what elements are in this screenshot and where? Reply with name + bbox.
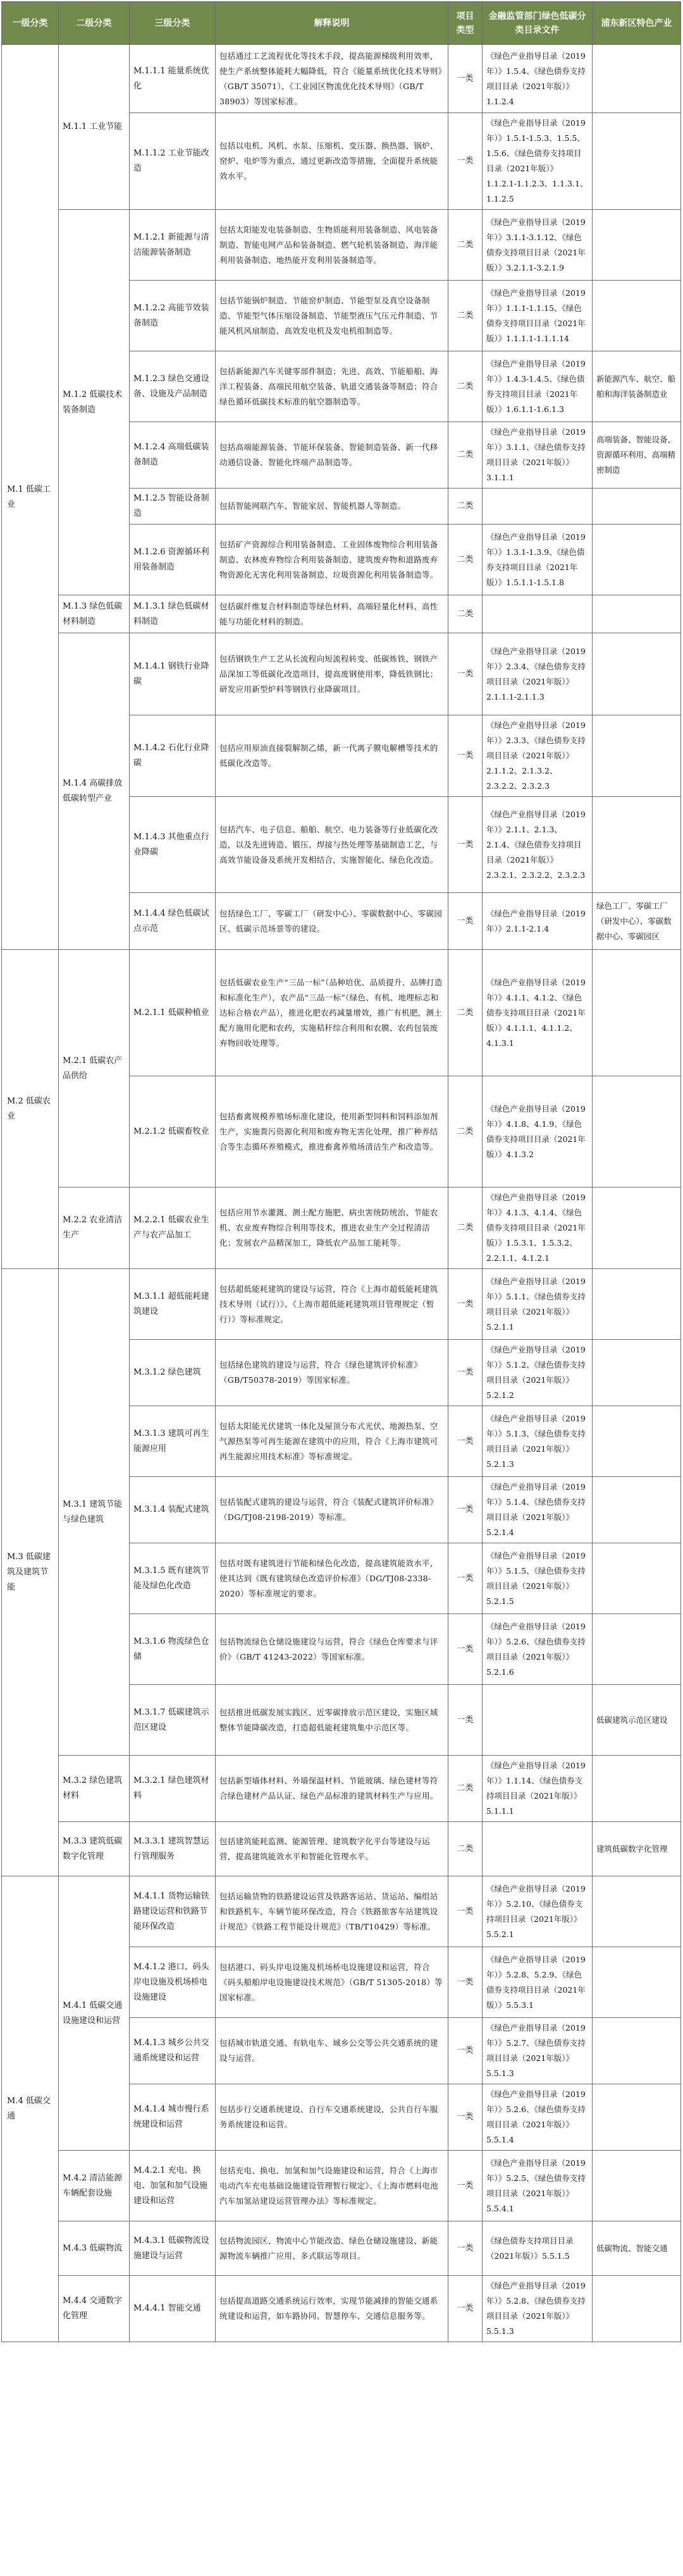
project-type-cell: 一类 bbox=[448, 633, 483, 715]
description-cell: 包括低碳农业生产“三品一标”（品种培优、品质提升、品牌打造和标准化生产），农产品“三品一标”（绿色、有机、地理标志和达标合格农产品），推进化肥农药减量增效，推广有机肥，测土配方施用化肥和农药，实施秸秆综合利用和农膜、农药包装废弃物回收处理等。 bbox=[216, 950, 448, 1076]
table-row bbox=[2, 633, 681, 715]
header-level2: 二级分类 bbox=[59, 2, 130, 45]
header-pudong-feature: 浦东新区特色产业 bbox=[593, 2, 681, 45]
table-row bbox=[2, 45, 681, 113]
feature-cell bbox=[593, 1477, 681, 1543]
level2-category: M.4.4 交通数字化管理 bbox=[59, 2276, 130, 2342]
level3-category: M.1.2.6 资源循环利用装备制造 bbox=[130, 525, 216, 595]
description-cell: 包括智能网联汽车、智能家居、智能机器人等制造。 bbox=[216, 489, 448, 525]
description-cell: 包括物流绿色仓储设施建设与运营，符合《绿色仓库要求与评价》（GB/T 41243-2022）等国家标准。 bbox=[216, 1614, 448, 1685]
catalog-cell bbox=[483, 595, 593, 633]
feature-cell: 高端装备、智能设备、资源循环利用、高端精密制造 bbox=[593, 422, 681, 489]
level3-category: M.4.1.4 城市慢行系统建设和运营 bbox=[130, 2084, 216, 2151]
project-type-cell: 一类 bbox=[448, 2151, 483, 2221]
catalog-cell: 《绿色产业指导目录（2019年）》5.2.10、《绿色债券支持项目目录（2021年版）》5.5.2.1 bbox=[483, 1876, 593, 1947]
header-level1: 一级分类 bbox=[2, 2, 59, 45]
catalog-cell: 《绿色产业指导目录（2019年）》1.1.1-1.1.15、《绿色债券支持项目目录（2021年版）》1.1.1.1-1.1.1.14 bbox=[483, 281, 593, 351]
description-cell: 包括新能源汽车关键零部件制造；先进、高效、节能船舶、海洋工程装备、高端民用航空装备、轨道交通装备等制造；符合绿色循环低碳技术标准的航空器制造等。 bbox=[216, 351, 448, 422]
level3-category: M.1.4.2 石化行业降碳 bbox=[130, 715, 216, 797]
feature-cell bbox=[593, 1188, 681, 1269]
description-cell: 包括建筑能耗监测、能源管理、建筑数字化平台等建设与运营，提高建筑能效水平和智能化管理水平。 bbox=[216, 1822, 448, 1876]
description-cell: 包括运输货物的铁路建设运营及铁路客运站、货运站、编组站和铁路机车、车辆节能环保改造，符合《铁路旅客车站建筑设计规范》《铁路工程节能设计规范》（TB/T10429）等标准。 bbox=[216, 1876, 448, 1947]
catalog-cell: 《绿色产业指导目录（2019年）》5.2.6、《绿色债券支持项目目录（2021年版）》5.2.1.6 bbox=[483, 1614, 593, 1685]
description-cell: 包括碳纤维复合材料制造等绿色材料、高端轻量化材料、高性能与功能化材料的制造。 bbox=[216, 595, 448, 633]
description-cell: 包括钢铁生产工艺从长流程向短流程转变、低碳炼铁、钢铁产品深加工等低碳化改造项目，提高废钢使用率，降低铁钢比；研发应用新型炉料等钢铁行业降碳项目。 bbox=[216, 633, 448, 715]
project-type-cell: 一类 bbox=[448, 1876, 483, 1947]
level2-category: M.1.3 绿色低碳材料制造 bbox=[59, 595, 130, 633]
project-type-cell: 二类 bbox=[448, 281, 483, 351]
header-catalog-file: 金融监管部门绿色低碳分类目录文件 bbox=[483, 2, 593, 45]
level3-category: M.3.1.6 物流绿色仓储 bbox=[130, 1614, 216, 1685]
project-type-cell: 二类 bbox=[448, 950, 483, 1076]
table-row bbox=[2, 1269, 681, 1340]
catalog-cell: 《绿色产业指导目录（2019年）》4.1.1、4.1.2、《绿色债券支持项目目录（2021年版）》4.1.1.1、4.1.1.2、4.1.3.1 bbox=[483, 950, 593, 1076]
catalog-cell: 《绿色产业指导目录（2019年）》1.3.1-1.3.9、《绿色债券支持项目目录（2021年版）》1.5.1.1-1.5.1.8 bbox=[483, 525, 593, 595]
project-type-cell: 一类 bbox=[448, 715, 483, 797]
feature-cell: 绿色工厂、零碳工厂（研发中心）、零碳数据中心、零碳园区 bbox=[593, 893, 681, 950]
level2-category: M.4.3 低碳物流 bbox=[59, 2221, 130, 2276]
feature-cell: 低碳物流、智能交通 bbox=[593, 2221, 681, 2276]
project-type-cell: 二类 bbox=[448, 489, 483, 525]
description-cell: 包括畜禽规模养殖场标准化建设，使用新型饲料和饲料添加剂生产，实施粪污资源化利用和废弃物无害化处理，推广种养结合等生态循环养殖模式，推进畜禽养殖场清洁生产和改造等。 bbox=[216, 1076, 448, 1188]
feature-cell bbox=[593, 525, 681, 595]
feature-cell bbox=[593, 1947, 681, 2018]
level3-category: M.2.2.1 低碳农业生产与农产品加工 bbox=[130, 1188, 216, 1269]
project-type-cell: 二类 bbox=[448, 1076, 483, 1188]
catalog-cell bbox=[483, 1822, 593, 1876]
project-type-cell: 一类 bbox=[448, 2221, 483, 2276]
level2-category: M.1.2 低碳技术装备制造 bbox=[59, 210, 130, 595]
catalog-cell: 《绿色产业指导目录（2019年）》5.2.6、《绿色债券支持项目目录（2021年版）》5.5.1.4 bbox=[483, 2084, 593, 2151]
description-cell: 包括充电、换电、加氢和加气设施建设和运营，符合《上海市电动汽车充电基础设施建设管理暂行规定》、《上海市燃料电池汽车加氢站建设运营管理办法》等标准规定。 bbox=[216, 2151, 448, 2221]
catalog-cell bbox=[483, 489, 593, 525]
project-type-cell: 一类 bbox=[448, 113, 483, 210]
description-cell: 包括城市轨道交通、有轨电车、城乡公交等公共交通系统的建设与运营。 bbox=[216, 2018, 448, 2084]
project-type-cell: 一类 bbox=[448, 1947, 483, 2018]
description-cell: 包括绿色工厂、零碳工厂（研发中心）、零碳数据中心、零碳园区、低碳示范场景等的建设。 bbox=[216, 893, 448, 950]
description-cell: 包括通过工艺流程优化等技术手段，提高能源梯级利用效率，使生产系统整体能耗大幅降低，符合《能量系统优化技术导则》（GB/T 35071）、《工业园区物流优化技术导则》（GB/T 38903）等国家标准。 bbox=[216, 45, 448, 113]
feature-cell bbox=[593, 113, 681, 210]
level3-category: M.4.2.1 充电、换电、加氢和加气设施建设和运营 bbox=[130, 2151, 216, 2221]
project-type-cell: 一类 bbox=[448, 1614, 483, 1685]
project-type-cell: 一类 bbox=[448, 2276, 483, 2342]
project-type-cell: 二类 bbox=[448, 210, 483, 281]
level3-category: M.4.4.1 智能交通 bbox=[130, 2276, 216, 2342]
catalog-cell: 《绿色产业指导目录（2019年）》5.2.5、《绿色债券支持项目目录（2021年版）》5.5.4.1 bbox=[483, 2151, 593, 2221]
project-type-cell: 一类 bbox=[448, 2084, 483, 2151]
level2-category: M.3.3 建筑低碳数字化管理 bbox=[59, 1822, 130, 1876]
description-cell: 包括装配式建筑的建设与运营，符合《装配式建筑评价标准》（DG/TJ08-2198-2019）等标准。 bbox=[216, 1477, 448, 1543]
project-type-cell: 一类 bbox=[448, 2018, 483, 2084]
project-type-cell: 一类 bbox=[448, 1685, 483, 1756]
level3-category: M.4.3.1 低碳物流设施建设与运营 bbox=[130, 2221, 216, 2276]
feature-cell bbox=[593, 1876, 681, 1947]
table-row bbox=[2, 2151, 681, 2221]
level3-category: M.1.4.1 钢铁行业降碳 bbox=[130, 633, 216, 715]
description-cell: 包括节能锅炉制造、节能窑炉制造、节能型泵及真空设备制造、节能型气体压缩设备制造、节能型液压气压元件制造、节能风机风扇制造、高效发电机及发电机组制造等。 bbox=[216, 281, 448, 351]
catalog-cell: 《绿色产业指导目录（2019年）》1.5.1-1.5.3、1.5.5、1.5.6、《绿色债券支持项目目录（2021年版）》1.1.2.1-1.1.2.3、1.1.3.1、1.1.2.5 bbox=[483, 113, 593, 210]
project-type-cell: 二类 bbox=[448, 595, 483, 633]
level3-category: M.3.1.1 超低能耗建筑建设 bbox=[130, 1269, 216, 1340]
feature-cell bbox=[593, 1406, 681, 1477]
level3-category: M.4.1.3 城乡公共交通系统建设和运营 bbox=[130, 2018, 216, 2084]
table-row bbox=[2, 595, 681, 633]
level3-category: M.1.3.1 绿色低碳材料制造 bbox=[130, 595, 216, 633]
feature-cell bbox=[593, 1614, 681, 1685]
level3-category: M.3.1.2 绿色建筑 bbox=[130, 1340, 216, 1406]
level3-category: M.4.1.1 货物运输铁路建设运营和铁路节能环保改造 bbox=[130, 1876, 216, 1947]
project-type-cell: 一类 bbox=[448, 1269, 483, 1340]
level3-category: M.1.4.4 绿色低碳试点示范 bbox=[130, 893, 216, 950]
level1-category: M.1 低碳工业 bbox=[2, 45, 59, 950]
project-type-cell: 一类 bbox=[448, 1543, 483, 1614]
table-header-row bbox=[2, 2, 681, 45]
level3-category: M.1.2.2 高能节效装备制造 bbox=[130, 281, 216, 351]
project-type-cell: 二类 bbox=[448, 351, 483, 422]
description-cell: 包括高端能源装备、节能环保装备、智能制造装备、新一代移动通信设备、智能化终端产品制造等。 bbox=[216, 422, 448, 489]
feature-cell bbox=[593, 595, 681, 633]
table-row bbox=[2, 1756, 681, 1822]
catalog-cell: 《绿色债券支持项目目录（2021年版）》5.5.1.5 bbox=[483, 2221, 593, 2276]
description-cell: 包括汽车、电子信息、船舶、航空、电力装备等行业低碳化改造，以及先进铸造、锻压、焊接与热处理等基础制造工艺，与高效节能设备及系统开发相结合，实施智能化、绿色化改造。 bbox=[216, 797, 448, 893]
level1-category: M.3 低碳建筑及建筑节能 bbox=[2, 1269, 59, 1876]
level3-category: M.1.4.3 其他重点行业降碳 bbox=[130, 797, 216, 893]
table-row bbox=[2, 950, 681, 1076]
catalog-cell bbox=[483, 1685, 593, 1756]
description-cell: 包括步行交通系统建设、自行车交通系统建设，公共自行车服务系统建设和运营。 bbox=[216, 2084, 448, 2151]
project-type-cell: 一类 bbox=[448, 1477, 483, 1543]
level2-category: M.3.1 建筑节能与绿色建筑 bbox=[59, 1269, 130, 1756]
header-description: 解释说明 bbox=[216, 2, 448, 45]
table-row bbox=[2, 210, 681, 281]
description-cell: 包括物流园区、物流中心节能改造、绿色仓储设施建设、新能源物流车辆推广应用、多式联运等项目。 bbox=[216, 2221, 448, 2276]
catalog-cell: 《绿色产业指导目录（2019年）》5.1.4、《绿色债券支持项目目录（2021年版）》5.2.1.4 bbox=[483, 1477, 593, 1543]
project-type-cell: 一类 bbox=[448, 1406, 483, 1477]
level2-category: M.3.2 绿色建筑材料 bbox=[59, 1756, 130, 1822]
catalog-cell: 《绿色产业指导目录（2019年）》1.4.3-1.4.5、《绿色债券支持项目目录（2021年版）》1.6.1.1-1.6.1.3 bbox=[483, 351, 593, 422]
feature-cell bbox=[593, 1269, 681, 1340]
level3-category: M.1.1.2 工业节能改造 bbox=[130, 113, 216, 210]
level2-category: M.2.1 低碳农产品供给 bbox=[59, 950, 130, 1188]
catalog-cell: 《绿色产业指导目录（2019年）》5.1.3、《绿色债券支持项目目录（2021年版）》5.2.1.3 bbox=[483, 1406, 593, 1477]
project-type-cell: 二类 bbox=[448, 422, 483, 489]
catalog-cell: 《绿色产业指导目录（2019年）》5.1.2、《绿色债券支持项目目录（2021年版）》5.2.1.2 bbox=[483, 1340, 593, 1406]
description-cell: 包括超低能耗建筑的建设与运营，符合《上海市超低能耗建筑技术导则（试行）》、《上海市超低能耗建筑项目管理规定（暂行）》等标准规定。 bbox=[216, 1269, 448, 1340]
catalog-cell: 《绿色产业指导目录（2019年）》5.1.5、《绿色债券支持项目目录（2021年版）》5.2.1.5 bbox=[483, 1543, 593, 1614]
description-cell: 包括提高道路交通系统运行效率，实现节能减排的智能交通系统建设和运营，如车路协同、智慧停车、交通信息服务等。 bbox=[216, 2276, 448, 2342]
catalog-cell: 《绿色产业指导目录（2019年）》5.2.8、《绿色债券支持项目目录（2021年版）》5.5.1.3 bbox=[483, 2276, 593, 2342]
feature-cell bbox=[593, 1076, 681, 1188]
level2-category: M.2.2 农业清洁生产 bbox=[59, 1188, 130, 1269]
feature-cell bbox=[593, 281, 681, 351]
description-cell: 包括以电机、风机、水泵、压缩机、变压器、换热器、锅炉、窑炉、电炉等为重点，通过更新改造等措施，全面提升系统能效水平。 bbox=[216, 113, 448, 210]
level3-category: M.3.3.1 建筑智慧运行管理服务 bbox=[130, 1822, 216, 1876]
description-cell: 包括太阳能发电装备制造、生物质能利用装备制造、风电装备制造、智能电网产品和装备制造、燃气轮机装备制造、海洋能利用装备制造、地热能开发利用装备制造等。 bbox=[216, 210, 448, 281]
feature-cell bbox=[593, 45, 681, 113]
level2-category: M.1.4 高碳排放低碳转型产业 bbox=[59, 633, 130, 950]
level3-category: M.4.1.2 港口、码头岸电设施及机场桥电设施建设 bbox=[130, 1947, 216, 2018]
catalog-cell: 《绿色产业指导目录（2019年）》2.3.4、《绿色债券支持项目目录（2021年版）》2.1.1.1-2.1.1.3 bbox=[483, 633, 593, 715]
table-row bbox=[2, 1876, 681, 1947]
description-cell: 包括矿产资源综合利用装备制造、工业固体废物综合利用装备制造、农林废弃物综合利用装备制造、建筑废弃物和道路废弃物资源化无害化利用装备制造、垃圾资源化利用装备制造等。 bbox=[216, 525, 448, 595]
header-level3: 三级分类 bbox=[130, 2, 216, 45]
description-cell: 包括推进低碳发展实践区、近零碳排放示范区建设，实施区域整体节能降碳改造，打造超低能耗建筑集中示范区等。 bbox=[216, 1685, 448, 1756]
description-cell: 包括新型墙体材料、外墙保温材料、节能玻璃、绿色建材等符合绿色建材产品认证、绿色产品标准的建筑材料生产与应用。 bbox=[216, 1756, 448, 1822]
header-project-type: 项目类型 bbox=[448, 2, 483, 45]
catalog-cell: 《绿色产业指导目录（2019年）》3.1.1-3.1.12、《绿色债券支持项目目录（2021年版）》3.2.1.1-3.2.1.9 bbox=[483, 210, 593, 281]
table-row bbox=[2, 1822, 681, 1876]
level3-category: M.1.1.1 能量系统优化 bbox=[130, 45, 216, 113]
feature-cell bbox=[593, 2151, 681, 2221]
level3-category: M.3.1.4 装配式建筑 bbox=[130, 1477, 216, 1543]
description-cell: 包括应用原油直接裂解制乙烯，新一代离子膜电解槽等技术的低碳化改造等。 bbox=[216, 715, 448, 797]
catalog-cell: 《绿色产业指导目录（2019年）》3.1.1、《绿色债券支持项目目录（2021年版）》3.1.1.1 bbox=[483, 422, 593, 489]
feature-cell bbox=[593, 950, 681, 1076]
level3-category: M.1.2.3 绿色交通设备、设施及产品制造 bbox=[130, 351, 216, 422]
feature-cell bbox=[593, 633, 681, 715]
level3-category: M.2.1.2 低碳畜牧业 bbox=[130, 1076, 216, 1188]
project-type-cell: 二类 bbox=[448, 1756, 483, 1822]
catalog-cell: 《绿色产业指导目录（2019年）》4.1.3、4.1.4、《绿色债券支持项目目录（2021年版）》1.5.3.1、1.5.3.2、2.2.1.1、4.1.2.1 bbox=[483, 1188, 593, 1269]
catalog-cell: 《绿色产业指导目录（2019年）》1.5.4、《绿色债券支持项目目录（2021年版）》1.1.2.4 bbox=[483, 45, 593, 113]
feature-cell bbox=[593, 489, 681, 525]
description-cell: 包括绿色建筑的建设与运营，符合《绿色建筑评价标准》（GB/T50378-2019）等国家标准。 bbox=[216, 1340, 448, 1406]
classification-table bbox=[1, 1, 681, 2342]
project-type-cell: 一类 bbox=[448, 893, 483, 950]
level3-category: M.3.1.7 低碳建筑示范区建设 bbox=[130, 1685, 216, 1756]
level3-category: M.1.2.1 新能源与清洁能源装备制造 bbox=[130, 210, 216, 281]
catalog-cell: 《绿色产业指导目录（2019年）》4.1.8、4.1.9、《绿色债券支持项目目录（2021年版）》4.1.3.2 bbox=[483, 1076, 593, 1188]
catalog-cell: 《绿色产业指导目录（2019年）》5.2.7、《绿色债券支持项目目录（2021年版）》5.5.1.3 bbox=[483, 2018, 593, 2084]
feature-cell bbox=[593, 1543, 681, 1614]
description-cell: 包括港口、码头岸电设施及机场桥电设施建设和运营，符合《码头船舶岸电设施建设技术规范》（GB/T 51305-2018）等国家标准。 bbox=[216, 1947, 448, 2018]
feature-cell: 新能源汽车、航空、船舶和海洋装备制造业 bbox=[593, 351, 681, 422]
table-row bbox=[2, 2221, 681, 2276]
catalog-cell: 《绿色产业指导目录（2019年）》5.2.8、5.2.9、《绿色债券支持项目目录（2021年版）》5.5.3.1 bbox=[483, 1947, 593, 2018]
project-type-cell: 一类 bbox=[448, 45, 483, 113]
description-cell: 包括太阳能光伏建筑一体化及屋顶分布式光伏、地源热泵、空气源热泵等可再生能源在建筑中的应用，符合《上海市建筑可再生能源应用技术标准》等标准规定。 bbox=[216, 1406, 448, 1477]
level2-category: M.4.1 低碳交通设施建设和运营 bbox=[59, 1876, 130, 2151]
project-type-cell: 一类 bbox=[448, 1340, 483, 1406]
project-type-cell: 一类 bbox=[448, 797, 483, 893]
table-row bbox=[2, 2276, 681, 2342]
catalog-cell: 《绿色产业指导目录（2019年）》5.1.1、《绿色债券支持项目目录（2021年版）》5.2.1.1 bbox=[483, 1269, 593, 1340]
description-cell: 包括应用节水灌溉、测土配方施肥、病虫害统防统治、节能农机、农业废弃物综合利用等技术，推进农业生产全过程清洁化；发展农产品精深加工，降低农产品加工能耗等。 bbox=[216, 1188, 448, 1269]
level3-category: M.2.1.1 低碳种植业 bbox=[130, 950, 216, 1076]
level2-category: M.4.2 清洁能源车辆配套设施 bbox=[59, 2151, 130, 2221]
catalog-cell: 《绿色产业指导目录（2019年）》2.1.1-2.1.4 bbox=[483, 893, 593, 950]
level3-category: M.3.1.3 建筑可再生能源应用 bbox=[130, 1406, 216, 1477]
feature-cell bbox=[593, 2276, 681, 2342]
level2-category: M.1.1 工业节能 bbox=[59, 45, 130, 210]
project-type-cell: 二类 bbox=[448, 1188, 483, 1269]
level3-category: M.1.2.4 高端低碳装备制造 bbox=[130, 422, 216, 489]
feature-cell bbox=[593, 2018, 681, 2084]
feature-cell bbox=[593, 2084, 681, 2151]
level3-category: M.3.1.5 既有建筑节能及绿色化改造 bbox=[130, 1543, 216, 1614]
level1-category: M.4 低碳交通 bbox=[2, 1876, 59, 2342]
feature-cell bbox=[593, 1340, 681, 1406]
feature-cell bbox=[593, 797, 681, 893]
feature-cell bbox=[593, 715, 681, 797]
level1-category: M.2 低碳农业 bbox=[2, 950, 59, 1269]
project-type-cell: 二类 bbox=[448, 525, 483, 595]
catalog-cell: 《绿色产业指导目录（2019年）》2.1.1、2.1.3、2.1.4、《绿色债券支持项目目录（2021年版）》2.3.2.1、2.3.2.2、2.3.2.3 bbox=[483, 797, 593, 893]
feature-cell bbox=[593, 210, 681, 281]
table-row bbox=[2, 1188, 681, 1269]
feature-cell: 建筑低碳数字化管理 bbox=[593, 1822, 681, 1876]
level3-category: M.1.2.5 智能设备制造 bbox=[130, 489, 216, 525]
catalog-cell: 《绿色产业指导目录（2019年）》1.1.14、《绿色债券支持项目目录（2021年版）》5.1.1.1 bbox=[483, 1756, 593, 1822]
level3-category: M.3.2.1 绿色建筑材料 bbox=[130, 1756, 216, 1822]
feature-cell: 低碳建筑示范区建设 bbox=[593, 1685, 681, 1756]
description-cell: 包括对既有建筑进行节能和绿色化改造，提高建筑能效水平，使其达到《既有建筑绿色改造评价标准》（DG/TJ08-2338-2020）等标准规定的要求。 bbox=[216, 1543, 448, 1614]
catalog-cell: 《绿色产业指导目录（2019年）》2.3.3、《绿色债券支持项目目录（2021年版）》2.1.1.2、2.1.3.2、2.3.2.2、2.3.2.3 bbox=[483, 715, 593, 797]
feature-cell bbox=[593, 1756, 681, 1822]
project-type-cell: 二类 bbox=[448, 1822, 483, 1876]
